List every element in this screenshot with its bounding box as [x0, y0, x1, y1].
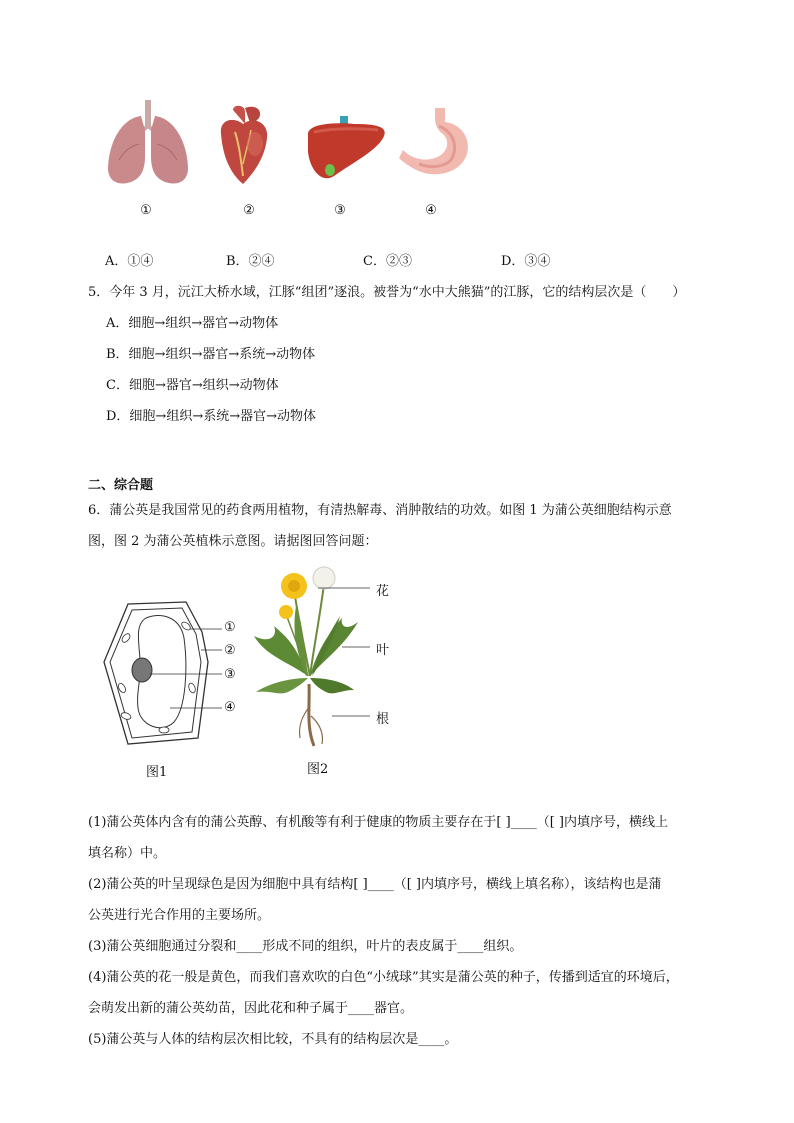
- subq-1-line2: 填名称）中。: [88, 846, 167, 861]
- subq-1-line1: (1)蒲公英体内含有的蒲公英醇、有机酸等有利于健康的物质主要存在于[ ]____（[ ]内填序号，横线上: [88, 815, 668, 830]
- liver-icon: [304, 112, 388, 184]
- section-title: 二、综合题: [88, 478, 154, 493]
- organ-label-3: ③: [334, 203, 346, 218]
- subq-4-line2: 会萌发出新的蒲公英幼苗，因此花和种子属于____器官。: [88, 1001, 414, 1016]
- cell-marker-2: ②: [224, 643, 236, 658]
- subq-2-line1: (2)蒲公英的叶呈现绿色是因为细胞中具有结构[ ]____（[ ]内填序号，横线上填名称），该结构也是蒲: [88, 877, 662, 892]
- subq-2-line2: 公英进行光合作用的主要场所。: [88, 908, 271, 923]
- q5-option-d[interactable]: D．细胞→组织→系统→器官→动物体: [106, 409, 316, 424]
- q6-stem-line2: 图，图 2 为蒲公英植株示意图。请据图回答问题：: [88, 534, 378, 549]
- choice-d[interactable]: D．③④: [501, 254, 551, 269]
- q5-option-b[interactable]: B．细胞→组织→器官→系统→动物体: [106, 347, 316, 362]
- figure2-caption: 图2: [307, 762, 329, 777]
- choice-c[interactable]: C．②③: [363, 254, 412, 269]
- heart-icon: [215, 104, 271, 186]
- q6-stem-line1: 6．蒲公英是我国常见的药食两用植物，有清热解毒、消肿散结的功效。如图 1 为蒲公英细胞结构示意: [88, 503, 672, 518]
- choice-b[interactable]: B．②④: [226, 254, 275, 269]
- organ-label-1: ①: [140, 203, 152, 218]
- figure1-caption: 图1: [146, 765, 168, 780]
- q4-choices: [105, 250, 605, 268]
- cell-marker-1: ①: [224, 620, 236, 635]
- subq-5: (5)蒲公英与人体的结构层次相比较，不具有的结构层次是____。: [88, 1032, 458, 1047]
- cell-marker-4: ④: [224, 700, 236, 715]
- label-flower: 花: [376, 584, 390, 599]
- organ-label-2: ②: [243, 203, 255, 218]
- cell-marker-3: ③: [224, 667, 236, 682]
- stomach-icon: [395, 106, 473, 180]
- organ-label-4: ④: [425, 203, 437, 218]
- subq-4-line1: (4)蒲公英的花一般是黄色，而我们喜欢吹的白色“小绒球”其实是蒲公英的种子，传播到适宜的环境后，: [88, 970, 679, 985]
- label-root: 根: [376, 712, 390, 727]
- choice-a[interactable]: A．①④: [105, 254, 154, 269]
- q5-option-a[interactable]: A．细胞→组织→器官→动物体: [106, 316, 279, 331]
- subq-3: (3)蒲公英细胞通过分裂和____形成不同的组织，叶片的表皮属于____组织。: [88, 939, 523, 954]
- q5-stem: 5．今年 3 月，沅江大桥水域，江豚“组团”逐浪。被誉为“水中大熊猫”的江豚，它的结构层次是（ ）: [88, 285, 686, 300]
- label-leaf: 叶: [376, 643, 390, 658]
- lung-icon: [105, 100, 191, 188]
- plant-leader-lines: [318, 580, 370, 720]
- q5-option-c[interactable]: C．细胞→器官→组织→动物体: [106, 378, 279, 393]
